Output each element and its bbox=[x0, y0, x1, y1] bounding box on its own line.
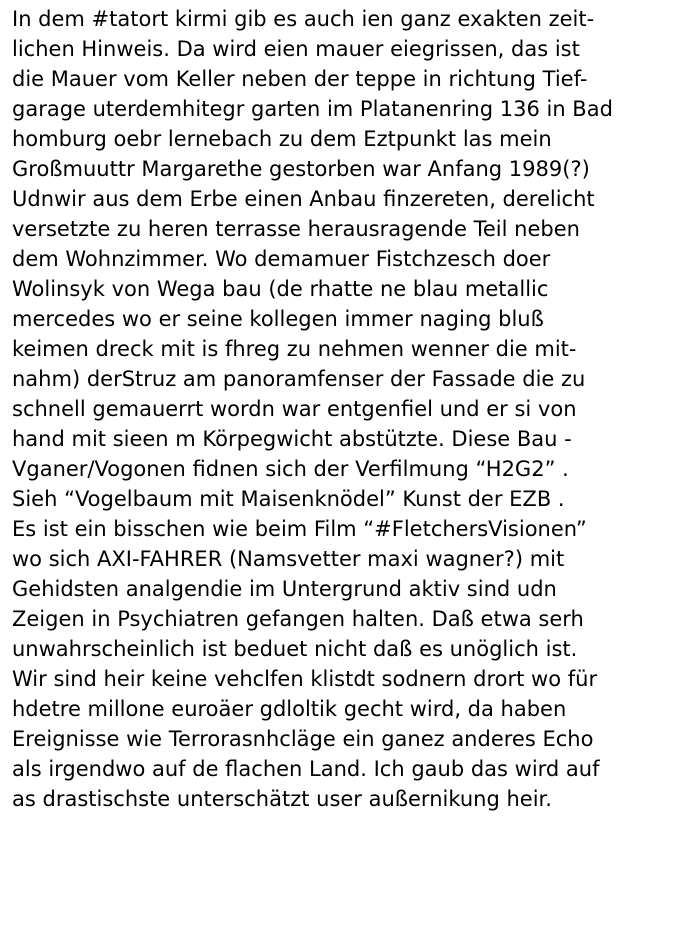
text-line: versetzte zu heren terrasse herausragende Teil neben bbox=[12, 217, 580, 241]
text-line: als irgendwo auf de flachen Land. Ich gaub das wird auf bbox=[12, 757, 600, 781]
text-line: wo sich AXI-FAHRER (Namsvetter maxi wagner?) mit bbox=[12, 547, 565, 571]
body-text bbox=[12, 4, 676, 814]
text-line: Udnwir aus dem Erbe einen Anbau finzereten, derelicht bbox=[12, 187, 595, 211]
text-line: die Mauer vom Keller neben der teppe in richtung Tief- bbox=[12, 67, 588, 91]
text-line: hand mit sieen m Körpegwicht abstützte. Diese Bau - bbox=[12, 427, 572, 451]
text-line: In dem #tatort kirmi gib es auch ien ganz exakten zeit- bbox=[12, 7, 595, 31]
text-line: homburg oebr lernebach zu dem Eztpunkt las mein bbox=[12, 127, 552, 151]
text-line: Gehidsten analgendie im Untergrund aktiv sind udn bbox=[12, 577, 557, 601]
text-line: keimen dreck mit is fhreg zu nehmen wenner die mit- bbox=[12, 337, 577, 361]
text-line: Wolinsyk von Wega bau (de rhatte ne blau metallic bbox=[12, 277, 549, 301]
text-line: nahm) derStruz am panoramfenser der Fassade die zu bbox=[12, 367, 586, 391]
text-line: mercedes wo er seine kollegen immer naging bluß bbox=[12, 307, 544, 331]
text-line: schnell gemauerrt wordn war entgenfiel und er si von bbox=[12, 397, 577, 421]
text-line: Zeigen in Psychiatren gefangen halten. Daß etwa serh bbox=[12, 607, 584, 631]
text-line: hdetre millone euroäer gdloltik gecht wird, da haben bbox=[12, 697, 567, 721]
text-line: garage uterdemhitegr garten im Platanenring 136 in Bad bbox=[12, 97, 613, 121]
text-line: dem Wohnzimmer. Wo demamuer Fistchzesch doer bbox=[12, 247, 551, 271]
text-line: Es ist ein bisschen wie beim Film “#FletchersVisionen” bbox=[12, 517, 587, 541]
text-line: Sieh “Vogelbaum mit Maisenknödel” Kunst der EZB . bbox=[12, 487, 565, 511]
text-line: lichen Hinweis. Da wird eien mauer eiegrissen, das ist bbox=[12, 37, 580, 61]
text-line: Vganer/Vogonen fidnen sich der Verfilmung “H2G2” . bbox=[12, 457, 569, 481]
text-line: as drastischste unterschätzt user außernikung heir. bbox=[12, 787, 552, 811]
text-line: Ereignisse wie Terrorasnhcläge ein ganez anderes Echo bbox=[12, 727, 594, 751]
text-line: unwahrscheinlich ist beduet nicht daß es unöglich ist. bbox=[12, 637, 578, 661]
text-line: Großmuuttr Margarethe gestorben war Anfang 1989(?) bbox=[12, 157, 590, 181]
text-line: Wir sind heir keine vehclfen klistdt sodnern drort wo für bbox=[12, 667, 598, 691]
